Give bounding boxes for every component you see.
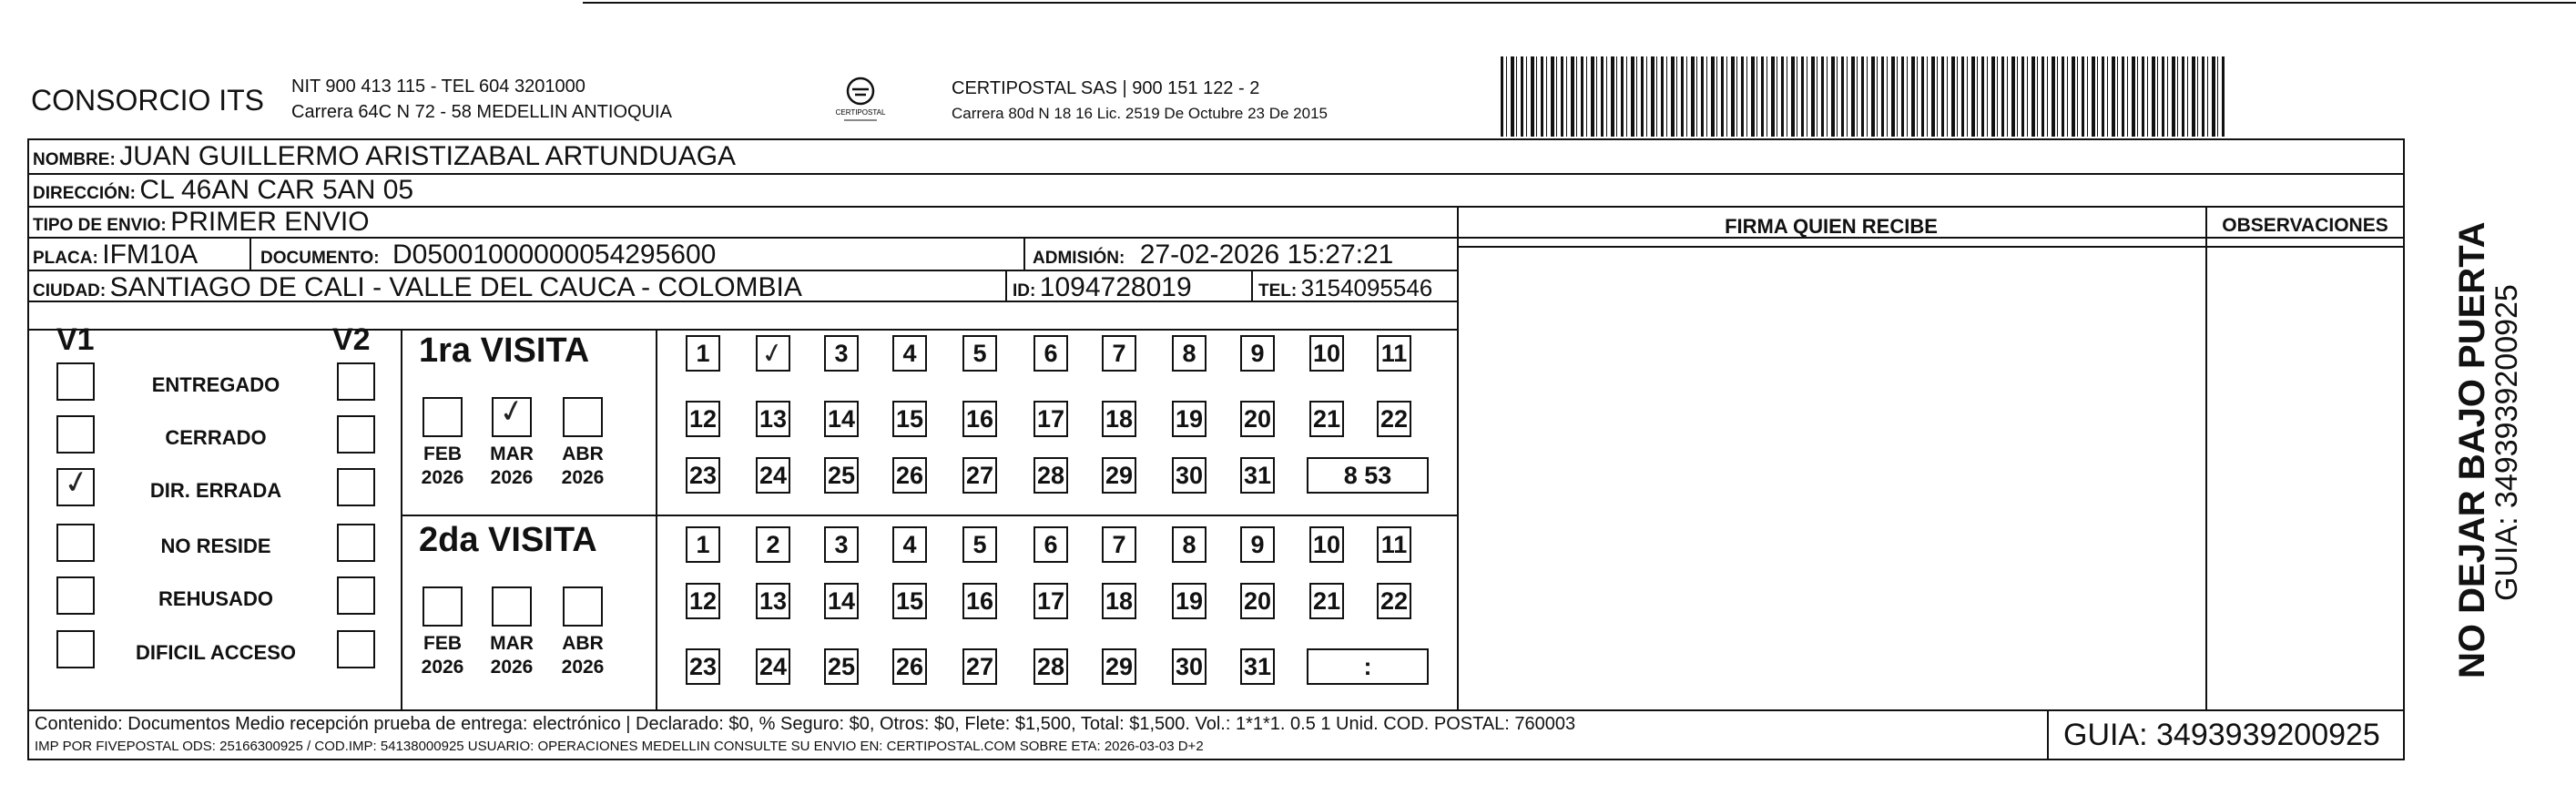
day-box[interactable]: 12 [686, 401, 720, 437]
side-no-dejar: NO DEJAR BAJO PUERTA [2452, 221, 2492, 678]
direccion-label: DIRECCIÓN: [33, 184, 136, 203]
day-box[interactable]: 3 [824, 526, 859, 563]
status-label: REHUSADO [158, 587, 273, 610]
id-value: 1094728019 [1039, 272, 1192, 302]
v1-checkbox[interactable] [56, 462, 95, 506]
v1-label: V1 [56, 322, 95, 357]
day-box[interactable]: 4 [892, 526, 927, 563]
month-checkbox[interactable] [492, 586, 532, 627]
day-box[interactable]: 9 [1240, 526, 1275, 563]
day-box[interactable]: 21 [1309, 401, 1344, 437]
tipo-envio-row [33, 207, 370, 238]
day-box[interactable]: 23 [686, 457, 720, 494]
month-checkbox[interactable] [423, 397, 463, 437]
scan-edge-line [583, 2, 2576, 4]
v2-checkbox[interactable] [337, 362, 375, 401]
ciudad-label: CIUDAD: [33, 281, 107, 301]
status-label: ENTREGADO [151, 373, 280, 396]
day-box[interactable]: 26 [892, 457, 927, 494]
day-box[interactable]: 31 [1240, 648, 1275, 685]
day-box[interactable]: 28 [1033, 648, 1068, 685]
day-box[interactable]: 22 [1377, 401, 1411, 437]
day-box[interactable]: 25 [824, 648, 859, 685]
month-checkbox[interactable] [492, 391, 532, 437]
tipo-envio-label: TIPO DE ENVIO: [33, 216, 167, 235]
side-guia: GUIA: 3493939200925 [2489, 284, 2524, 601]
placa-field [33, 240, 198, 270]
admision-label: ADMISIÓN: [1033, 249, 1125, 268]
checkmark: ✓ [759, 335, 788, 372]
month-checkbox[interactable] [563, 397, 603, 437]
v1-checkbox[interactable] [56, 630, 95, 668]
day-box[interactable]: 7 [1102, 526, 1136, 563]
day-box[interactable]: 16 [962, 583, 997, 619]
time-box[interactable]: : [1307, 648, 1429, 685]
day-box[interactable]: 29 [1102, 648, 1136, 685]
observaciones-header: OBSERVACIONES [2222, 215, 2388, 236]
admision-value: 27-02-2026 15:27:21 [1139, 240, 1394, 270]
day-box[interactable] [756, 335, 790, 372]
v2-label: V2 [332, 322, 371, 357]
day-box[interactable]: 21 [1309, 583, 1344, 619]
day-box[interactable]: 13 [756, 401, 790, 437]
v2-checkbox[interactable] [337, 576, 375, 615]
day-box[interactable]: 5 [962, 526, 997, 563]
admision-field [1033, 240, 1393, 270]
day-box[interactable]: 29 [1102, 457, 1136, 494]
day-box[interactable]: 18 [1102, 401, 1136, 437]
day-box[interactable]: 4 [892, 335, 927, 372]
placa-value: IFM10A [102, 240, 199, 270]
direccion-row [33, 175, 413, 206]
day-box[interactable]: 5 [962, 335, 997, 372]
day-box[interactable]: 2 [756, 526, 790, 563]
day-box[interactable]: 18 [1102, 583, 1136, 619]
day-box[interactable]: 20 [1240, 401, 1275, 437]
day-box[interactable]: 12 [686, 583, 720, 619]
tel-value: 3154095546 [1300, 274, 1433, 301]
barcode [1501, 56, 2225, 137]
nombre-row [33, 141, 736, 172]
day-box[interactable]: 20 [1240, 583, 1275, 619]
svg-text:CERTIPOSTAL: CERTIPOSTAL [835, 108, 886, 117]
footer-guia: GUIA: 3493939200925 [2063, 718, 2380, 752]
day-box[interactable]: 6 [1033, 526, 1068, 563]
ciudad-value: SANTIAGO DE CALI - VALLE DEL CAUCA - COLOMBIA [109, 272, 802, 302]
day-box[interactable]: 8 [1172, 526, 1207, 563]
day-box[interactable]: 26 [892, 648, 927, 685]
month-label: FEB 2026 [421, 443, 464, 488]
footer-contenido: Contenido: Documentos Medio recepción prueba de entrega: electrónico | Declarado: $0, % Seguro: $0, Otros: $0, Flete: $1,500, Total: $1,500. Vol.: 1*1*1. 0.5 1 Unid. COD. POSTAL: 760003 [35, 714, 1576, 734]
day-box[interactable]: 9 [1240, 335, 1275, 372]
ciudad-field [33, 272, 802, 303]
time-box[interactable]: 8 53 [1307, 457, 1429, 494]
day-box[interactable]: 19 [1172, 401, 1207, 437]
status-label: DIFICIL ACCESO [135, 641, 296, 664]
direccion-value: CL 46AN CAR 5AN 05 [139, 175, 414, 205]
certipostal-logo [833, 73, 888, 127]
month-label: ABR 2026 [561, 633, 605, 678]
day-box[interactable]: 7 [1102, 335, 1136, 372]
documento-value: D05001000000054295600 [392, 240, 717, 270]
day-box[interactable]: 30 [1172, 648, 1207, 685]
day-box[interactable]: 11 [1377, 335, 1411, 372]
day-box[interactable]: 24 [756, 648, 790, 685]
day-box[interactable]: 30 [1172, 457, 1207, 494]
day-box[interactable]: 25 [824, 457, 859, 494]
month-label: MAR 2026 [490, 443, 534, 488]
day-box[interactable]: 10 [1309, 526, 1344, 563]
day-box[interactable]: 10 [1309, 335, 1344, 372]
day-box[interactable]: 8 [1172, 335, 1207, 372]
v1-checkbox[interactable] [56, 415, 95, 454]
id-field [1013, 272, 1192, 303]
id-label: ID: [1013, 281, 1036, 301]
second-visit-title: 2da VISITA [419, 521, 597, 559]
footer-imp: IMP POR FIVEPOSTAL ODS: 25166300925 / COD.IMP: 54138000925 USUARIO: OPERACIONES MEDELLIN CONSULTE SU ENVIO EN: CERTIPOSTAL.COM SOBRE ETA: 2026-03-03 D+2 [35, 739, 1204, 754]
day-box[interactable]: 27 [962, 648, 997, 685]
month-label: MAR 2026 [490, 633, 534, 678]
day-box[interactable]: 6 [1033, 335, 1068, 372]
day-box[interactable]: 16 [962, 401, 997, 437]
nombre-value: JUAN GUILLERMO ARISTIZABAL ARTUNDUAGA [119, 141, 737, 171]
v2-checkbox[interactable] [337, 468, 375, 506]
placa-label: PLACA: [33, 249, 98, 268]
day-box[interactable]: 14 [824, 583, 859, 619]
day-box[interactable]: 1 [686, 526, 720, 563]
company-address: Carrera 64C N 72 - 58 MEDELLIN ANTIOQUIA [291, 102, 672, 122]
month-label: ABR 2026 [561, 443, 605, 488]
v2-checkbox[interactable] [337, 415, 375, 454]
company-nit: NIT 900 413 115 - TEL 604 3201000 [291, 76, 585, 97]
v1-checkbox[interactable] [56, 362, 95, 401]
day-box[interactable]: 1 [686, 335, 720, 372]
firma-header: FIRMA QUIEN RECIBE [1725, 215, 1938, 238]
day-box[interactable]: 17 [1033, 401, 1068, 437]
checkmark: ✓ [60, 462, 94, 504]
day-box[interactable]: 23 [686, 648, 720, 685]
day-box[interactable]: 17 [1033, 583, 1068, 619]
nombre-label: NOMBRE: [33, 150, 116, 169]
month-checkbox[interactable] [423, 586, 463, 627]
company-name: CONSORCIO ITS [31, 84, 265, 117]
tel-label: TEL: [1258, 281, 1298, 301]
day-box[interactable]: 15 [892, 401, 927, 437]
day-box[interactable]: 15 [892, 583, 927, 619]
documento-label: DOCUMENTO: [260, 249, 380, 268]
tel-field [1258, 274, 1432, 302]
day-box[interactable]: 11 [1377, 526, 1411, 563]
certipostal-line-1: CERTIPOSTAL SAS | 900 151 122 - 2 [952, 78, 1260, 98]
status-label: NO RESIDE [160, 535, 271, 557]
v2-checkbox[interactable] [337, 524, 375, 562]
certipostal-line-2: Carrera 80d N 18 16 Lic. 2519 De Octubre 23 De 2015 [952, 105, 1328, 122]
tipo-envio-value: PRIMER ENVIO [170, 207, 370, 237]
day-box[interactable]: 27 [962, 457, 997, 494]
status-label: DIR. ERRADA [149, 479, 282, 502]
day-box[interactable]: 24 [756, 457, 790, 494]
status-label: CERRADO [165, 426, 267, 449]
v2-checkbox[interactable] [337, 630, 375, 668]
day-box[interactable]: 3 [824, 335, 859, 372]
v1-checkbox[interactable] [56, 524, 95, 562]
checkmark: ✓ [495, 391, 529, 433]
documento-field [260, 240, 716, 270]
day-box[interactable]: 28 [1033, 457, 1068, 494]
day-box[interactable]: 19 [1172, 583, 1207, 619]
month-label: FEB 2026 [421, 633, 464, 678]
first-visit-title: 1ra VISITA [419, 331, 590, 370]
day-box[interactable]: 13 [756, 583, 790, 619]
day-box[interactable]: 14 [824, 401, 859, 437]
day-box[interactable]: 31 [1240, 457, 1275, 494]
v1-checkbox[interactable] [56, 576, 95, 615]
day-box[interactable]: 22 [1377, 583, 1411, 619]
month-checkbox[interactable] [563, 586, 603, 627]
